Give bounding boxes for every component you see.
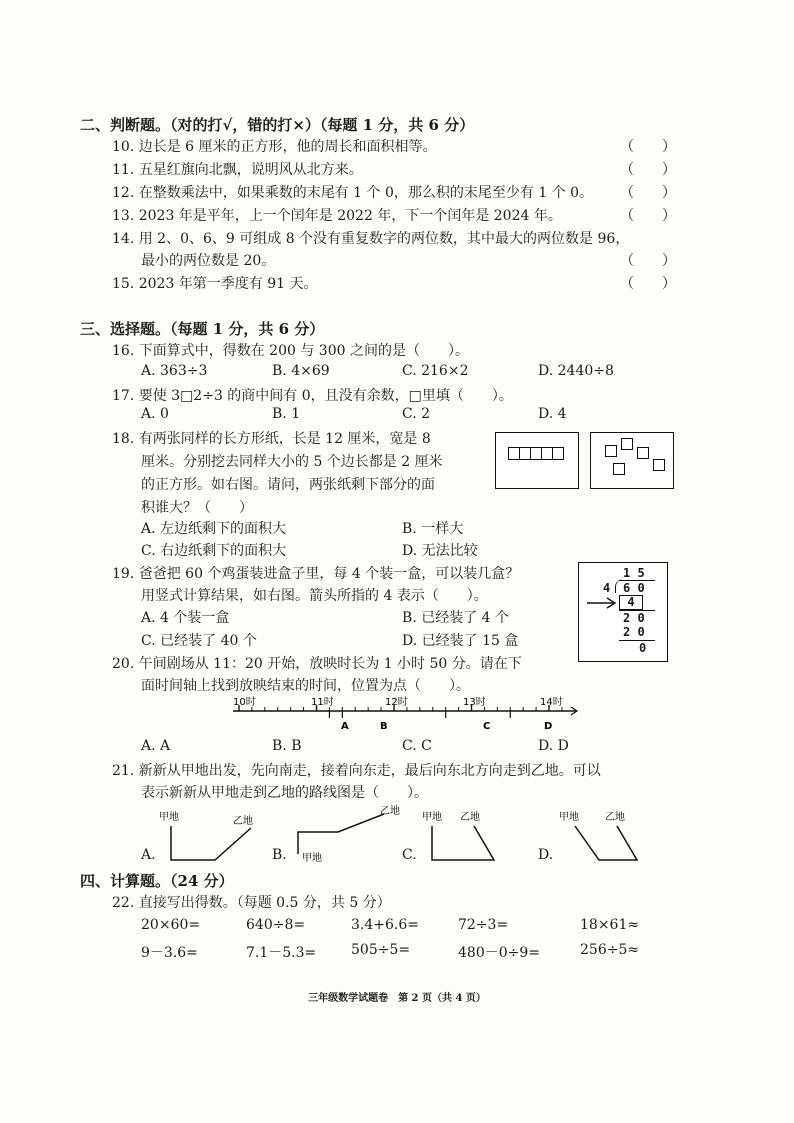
route-b-diagram: [288, 802, 413, 866]
question-18-line2: 厘米。分别挖去同样大小的 5 个边长都是 2 厘米: [141, 454, 443, 470]
option-19-a[interactable]: A. 4 个装一盒: [141, 610, 230, 626]
option-18-d[interactable]: D. 无法比较: [402, 543, 478, 559]
question-14-line2: 最小的两位数是 20。: [141, 253, 276, 269]
option-19-d[interactable]: D. 已经装了 15 盒: [402, 633, 519, 649]
highlighted-4: 4: [619, 595, 643, 610]
question-12: 12. 在整数乘法中，如果乘数的末尾有 1 个 0，那么积的末尾至少有 1 个 0。: [112, 185, 594, 201]
section-title-choice: 三、选择题。（每题 1 分，共 6 分）: [80, 320, 325, 338]
right-paper-figure: [590, 432, 674, 489]
option-20-c[interactable]: C. C: [402, 738, 432, 754]
five-squares-row: [508, 447, 564, 460]
final-remainder: 0: [639, 641, 647, 655]
calc-item: 3.4+6.6=: [351, 917, 419, 933]
arrow-icon: [585, 595, 619, 611]
hour-label-12: 12时: [385, 697, 408, 708]
option-16-d[interactable]: D. 2440÷8: [538, 363, 614, 379]
answer-paren-12[interactable]: （ ）: [620, 185, 676, 201]
option-20-b[interactable]: B. B: [272, 738, 302, 754]
calc-item: 256÷5≈: [580, 942, 640, 958]
svg-text:甲地: 甲地: [159, 812, 179, 823]
option-21-c[interactable]: C.: [402, 847, 417, 863]
svg-text:甲地: 甲地: [302, 853, 322, 864]
option-18-a[interactable]: A. 左边纸剩下的面积大: [141, 521, 287, 537]
question-18: 18. 有两张同样的长方形纸，长是 12 厘米，宽是 8: [112, 431, 431, 447]
svg-text:乙地: 乙地: [380, 806, 400, 817]
option-20-a[interactable]: A. A: [141, 738, 171, 754]
option-17-b[interactable]: B. 1: [272, 406, 301, 422]
option-19-c[interactable]: C. 已经装了 40 个: [141, 633, 257, 649]
question-21-line2: 表示新新从甲地走到乙地的路线图是（ ）。: [141, 785, 428, 801]
question-17: 17. 要使 3□2÷3 的商中间有 0，且没有余数，□里填（ ）。: [112, 388, 513, 404]
calc-item: 505÷5=: [351, 942, 411, 958]
question-21: 21. 新新从甲地出发，先向南走，接着向东走，最后向东北方向走到乙地。可以: [112, 763, 601, 779]
calc-item: 9－3.6=: [141, 945, 198, 961]
option-16-a[interactable]: A. 363÷3: [141, 363, 208, 379]
option-20-d[interactable]: D. D: [538, 738, 569, 754]
question-10: 10. 边长是 6 厘米的正方形，他的周长和面积相等。: [112, 139, 437, 155]
option-21-b[interactable]: B.: [272, 847, 287, 863]
option-17-d[interactable]: D. 4: [538, 406, 567, 422]
answer-paren-10[interactable]: （ ）: [620, 139, 676, 155]
option-16-b[interactable]: B. 4×69: [272, 363, 330, 379]
answer-paren-11[interactable]: （ ）: [620, 162, 676, 178]
hour-label-13: 13时: [463, 697, 486, 708]
answer-paren-15[interactable]: （ ）: [620, 276, 676, 292]
calc-item: 640÷8=: [246, 917, 306, 933]
svg-text:甲地: 甲地: [559, 812, 579, 823]
option-18-b[interactable]: B. 一样大: [402, 521, 464, 537]
subtract-step: 2 0: [623, 625, 645, 639]
dividend: 6 0: [623, 581, 645, 595]
point-b: B: [380, 721, 388, 732]
remainder-step: 2 0: [623, 611, 645, 625]
calc-item: 72÷3=: [458, 917, 509, 933]
option-16-c[interactable]: C. 216×2: [402, 363, 469, 379]
answer-paren-13[interactable]: （ ）: [620, 208, 676, 224]
calc-item: 480－0÷9=: [458, 945, 540, 961]
section-title-judge: 二、判断题。（对的打√，错的打×）（每题 1 分，共 6 分）: [80, 116, 475, 134]
point-d: D: [544, 721, 553, 732]
hour-label-10: 10时: [233, 697, 256, 708]
hour-label-11: 11时: [311, 697, 334, 708]
option-17-c[interactable]: C. 2: [402, 406, 431, 422]
question-19-line2: 用竖式计算结果，如右图。箭头所指的 4 表示（ ）。: [141, 588, 488, 604]
option-19-b[interactable]: B. 已经装了 4 个: [402, 610, 509, 626]
route-d-diagram: [555, 808, 655, 866]
calc-item: 18×61≈: [580, 917, 640, 933]
timeline-axis: [225, 693, 580, 733]
question-14: 14. 用 2、0、6、9 可组成 8 个没有重复数字的两位数，其中最大的两位数是 96，: [112, 231, 630, 247]
point-a: A: [341, 721, 349, 732]
question-16: 16. 下面算式中，得数在 200 与 300 之间的是（ ）。: [112, 343, 469, 359]
long-division-figure: [578, 562, 668, 662]
option-18-c[interactable]: C. 右边纸剩下的面积大: [141, 543, 287, 559]
section-title-calc: 四、计算题。（24 分）: [80, 872, 234, 890]
quotient: 1 5: [623, 566, 645, 580]
question-19: 19. 爸爸把 60 个鸡蛋装进盒子里，每 4 个装一盒，可以装几盒？: [112, 566, 520, 582]
option-21-d[interactable]: D.: [538, 847, 554, 863]
calc-item: 7.1－5.3=: [246, 945, 317, 961]
question-20-line2: 面时间轴上找到放映结束的时间，位置为点（ ）。: [141, 678, 470, 694]
hour-label-14: 14时: [540, 697, 563, 708]
question-22: 22. 直接写出得数。（每题 0.5 分，共 5 分）: [112, 895, 391, 911]
left-paper-figure: [495, 432, 579, 489]
question-18-line3: 的正方形。如右图。请问，两张纸剩下部分的面: [141, 477, 435, 493]
option-21-a[interactable]: A.: [141, 847, 156, 863]
route-a-diagram: [155, 808, 265, 866]
point-c: C: [483, 721, 491, 732]
svg-text:乙地: 乙地: [460, 812, 480, 823]
question-18-line4: 积谁大？（ ）: [141, 500, 253, 516]
divisor: 4: [603, 581, 611, 595]
question-13: 13. 2023 年是平年，上一个闰年是 2022 年，下一个闰年是 2024 年。: [112, 208, 562, 224]
svg-text:乙地: 乙地: [605, 812, 625, 823]
svg-text:甲地: 甲地: [422, 812, 442, 823]
calc-item: 20×60=: [141, 917, 201, 933]
route-c-diagram: [418, 808, 518, 866]
page-footer: 三年级数学试题卷 第 2 页（共 4 页）: [308, 993, 486, 1004]
answer-paren-14[interactable]: （ ）: [620, 253, 676, 269]
option-17-a[interactable]: A. 0: [141, 406, 169, 422]
question-11: 11. 五星红旗向北飘，说明风从北方来。: [112, 162, 363, 178]
svg-text:乙地: 乙地: [233, 816, 253, 827]
question-20: 20. 午间剧场从 11：20 开始，放映时长为 1 小时 50 分。请在下: [112, 656, 522, 672]
question-15: 15. 2023 年第一季度有 91 天。: [112, 276, 318, 292]
